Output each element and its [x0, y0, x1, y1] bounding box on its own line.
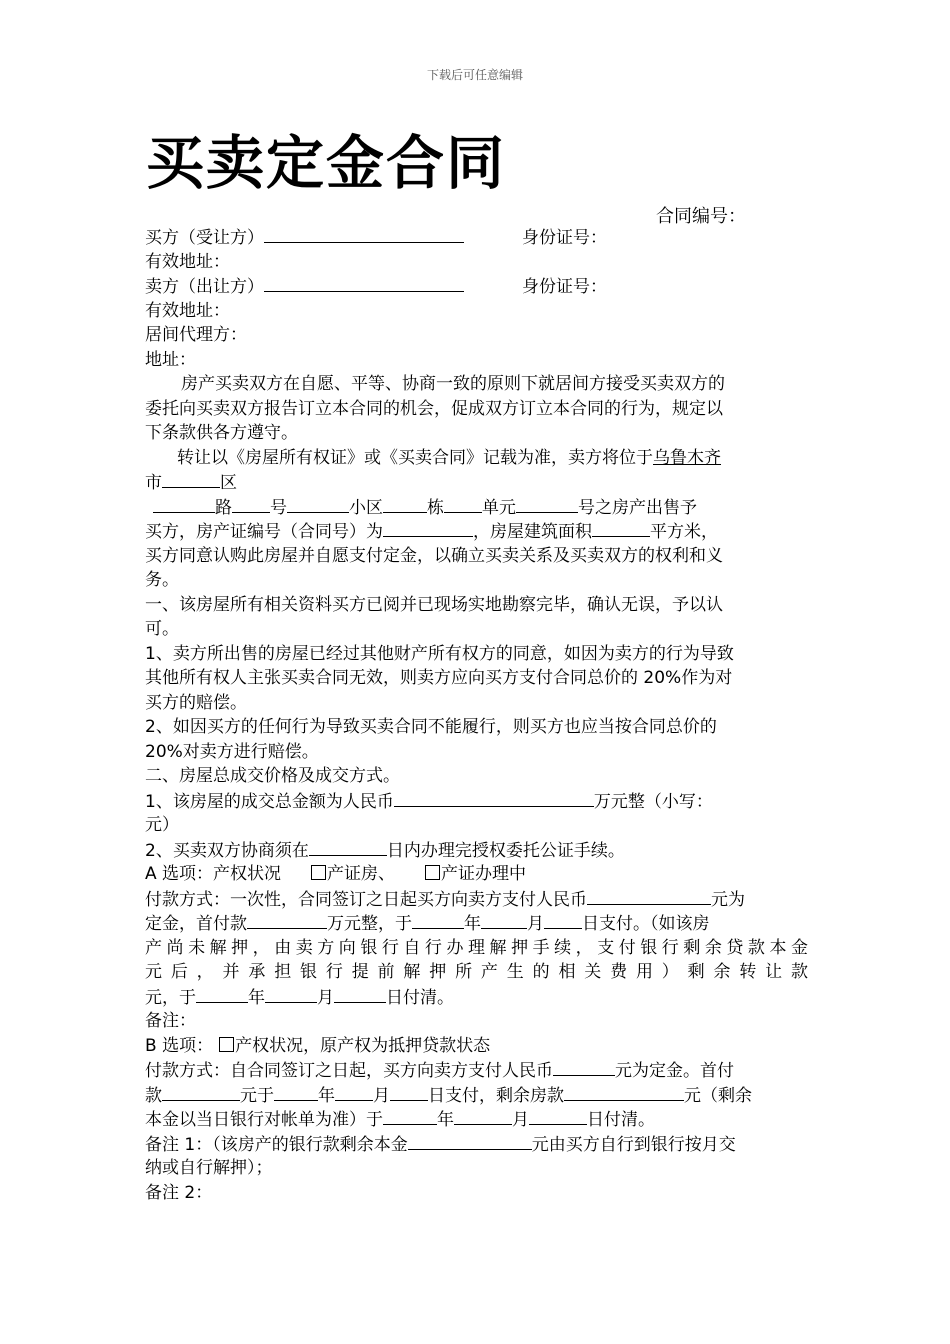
agent-address: 地址：: [145, 349, 196, 370]
option-b-label: B 选项：: [145, 1035, 214, 1056]
payment-a-l2: [145, 911, 808, 936]
header-note: 下载后可任意编辑: [426, 68, 523, 82]
total-price-label: 1、该房屋的成交总金额为人民币: [145, 791, 394, 812]
payment-b-end: 日付清。: [587, 1110, 655, 1130]
deposit-b-unit: 元为定金。首付: [615, 1061, 734, 1081]
remaining-b-label: 日支付，剩余房款: [428, 1085, 564, 1106]
payment-a-end: 日付清。: [386, 987, 454, 1008]
checkbox-cert-house[interactable]: [311, 865, 326, 880]
day-blank: [544, 911, 582, 929]
remaining-b-unit: 元（剩余: [684, 1085, 752, 1106]
community-blank: [287, 495, 349, 513]
payment-a-l5: [145, 985, 808, 1010]
area-unit: 平方米，: [650, 522, 718, 542]
unit-blank: [444, 495, 482, 513]
district-blank: [162, 470, 220, 488]
month-blank: [481, 911, 527, 929]
notary-days-blank: [309, 838, 387, 856]
option-a: [145, 862, 808, 887]
document-title: 买卖定金合同: [146, 129, 507, 197]
note-b2: 备注 2：: [145, 1182, 213, 1203]
buyer-line: [145, 225, 808, 250]
deposit-b-blank: [553, 1058, 615, 1076]
down-payment-unit: 万元整，于: [327, 914, 412, 934]
area-label: ，房屋建筑面积: [473, 522, 592, 542]
unit-label: 单元: [482, 497, 516, 518]
total-price-blank: [394, 789, 594, 807]
year-b-blank: [274, 1083, 318, 1101]
community-label: 小区: [349, 497, 383, 518]
remaining-label: 元，于: [145, 987, 196, 1008]
clause1-2-l1: 2、如因买方的任何行为导致买卖合同不能履行，则买方也应当按合同总价的: [145, 717, 717, 737]
intro-p1-l2: 委托向买卖双方报告订立本合同的机会，促成双方订立本合同的行为，规定以: [145, 398, 723, 419]
day-b-blank: [390, 1083, 428, 1101]
year2-label: 年: [248, 987, 265, 1008]
district-label: 区: [220, 473, 237, 493]
deposit-unit: 元为: [711, 889, 745, 910]
agent-label: 居间代理方：: [145, 325, 247, 345]
option-a-label: A 选项：产权状况: [145, 864, 282, 884]
contract-number-label: 合同编号：: [656, 206, 746, 227]
option-b: [145, 1034, 808, 1059]
deposit-blank: [587, 887, 711, 905]
option-b-text: 产权状况，原产权为抵押贷款状态: [235, 1035, 491, 1056]
intro-p1-l1: 房产买卖双方在自愿、平等、协商一致的原则下就居间方接受买卖双方的: [181, 374, 725, 394]
month2-blank: [265, 985, 317, 1003]
intro-p4: 买方同意认购此房屋并自愿支付定金，以确立买卖关系及买卖双方的权利和义: [145, 545, 723, 566]
notary-tail: 日内办理完授权委托公证手续。: [386, 840, 625, 861]
year-b-label: 年: [318, 1085, 335, 1106]
intro-p2-l1: [145, 446, 808, 471]
down-b-unit: 元于: [240, 1085, 274, 1106]
number-label: 号: [270, 497, 287, 518]
seller-blank: [264, 274, 464, 292]
checkbox-mortgage[interactable]: [219, 1037, 234, 1052]
note-b1-tail: 元由买方自行到银行按月交: [531, 1134, 736, 1155]
option-a-choice2: 产证办理中: [441, 864, 527, 884]
road-blank: [153, 495, 215, 513]
year2-blank: [196, 985, 248, 1003]
number-blank: [232, 495, 270, 513]
city-name: 乌鲁木齐: [653, 447, 721, 468]
clause2-1-end: 元）: [145, 815, 179, 835]
buyer-label: 买方（受让方）: [145, 228, 264, 248]
checkbox-cert-processing[interactable]: [425, 865, 440, 880]
year-label: 年: [464, 914, 481, 934]
intro-p2-l2: [145, 470, 808, 495]
month2-label: 月: [317, 987, 334, 1008]
cert-blank: [383, 519, 473, 537]
note-b1-l2: 纳或自行解押）；: [145, 1158, 273, 1178]
clause1-2-l2: 20%对卖方进行赔偿。: [145, 741, 319, 762]
contract-body: [145, 225, 808, 1205]
clause2-1: [145, 789, 808, 814]
payment-a-l3: 产尚未解押，由卖方向银行自行办理解押手续，支付银行剩余贷款本金: [145, 937, 808, 958]
month-b2-label: 月: [512, 1110, 529, 1130]
section2-heading: 二、房屋总成交价格及成交方式。: [145, 766, 400, 786]
section1-heading-l2: 可。: [145, 619, 179, 639]
intro-p2-l3: [145, 495, 808, 520]
clause1-1-l3: 买方的赔偿。: [145, 692, 247, 713]
month-b-blank: [335, 1083, 373, 1101]
day2-blank: [334, 985, 386, 1003]
payment-b-kuan: 款: [145, 1085, 162, 1106]
section1-heading: 一、该房屋所有相关资料买方已阅并已现场实地勘察完毕，确认无误，予以认: [145, 594, 723, 615]
cert-label: 买方，房产证编号（合同号）为: [145, 522, 383, 542]
remaining-b-blank: [564, 1083, 684, 1101]
payment-a-tail: 日支付。（如该房: [582, 914, 710, 934]
year-b2-label: 年: [437, 1110, 454, 1130]
road-label: 路: [215, 497, 232, 518]
clause2-2: [145, 838, 808, 863]
building-label: 栋: [427, 497, 444, 518]
buyer-id-label: 身份证号：: [522, 228, 607, 248]
seller-address: 有效地址：: [145, 300, 230, 321]
payment-b-principal: 本金以当日银行对帐单为准）于: [145, 1110, 383, 1130]
principal-blank: [408, 1132, 532, 1150]
intro-p3: [145, 519, 808, 544]
intro-p4-b: 务。: [145, 570, 179, 590]
total-price-unit: 万元整（小写：: [593, 791, 713, 812]
clause1-1-l2: 其他所有权人主张买卖合同无效，则卖方应向买方支付合同总价的 20%作为对: [145, 668, 733, 688]
area-blank: [592, 519, 650, 537]
down-payment-blank: [247, 911, 327, 929]
year-b2-blank: [383, 1107, 437, 1125]
note-a: 备注：: [145, 1011, 196, 1031]
intro-p1-l3: 下条款供各方遵守。: [145, 423, 298, 443]
seller-line: [145, 274, 808, 299]
month-label: 月: [527, 914, 544, 934]
payment-b-text: 付款方式：自合同签订之日起，买方向卖方支付人民币: [145, 1061, 553, 1081]
notary-label: 2、买卖双方协商须在: [145, 840, 309, 861]
month-b2-blank: [454, 1107, 512, 1125]
month-b-label: 月: [373, 1085, 390, 1106]
payment-a-l4: 元后，并承担银行提前解押所产生的相关费用）剩余转让款: [145, 962, 808, 982]
year-blank: [412, 911, 464, 929]
seller-id-label: 身份证号：: [522, 277, 607, 297]
note-b1: [145, 1132, 808, 1157]
day-b2-blank: [529, 1107, 587, 1125]
house-blank: [516, 495, 578, 513]
seller-label: 卖方（出让方）: [145, 277, 264, 297]
buyer-blank: [264, 225, 464, 243]
option-a-choice1: 产证房、: [327, 864, 396, 884]
down-b-blank: [162, 1083, 240, 1101]
payment-b-l2: [145, 1083, 808, 1108]
intro-p2-text: 转让以《房屋所有权证》或《买卖合同》记载为准，卖方将位于: [177, 447, 653, 468]
payment-a-text: 付款方式：一次性，合同签订之日起买方向卖方支付人民币: [145, 889, 587, 910]
buyer-address: 有效地址：: [145, 251, 230, 272]
house-tail: 号之房产出售予: [578, 497, 697, 518]
payment-a-l1: [145, 887, 808, 912]
payment-b-l3: [145, 1107, 808, 1132]
clause1-1-l1: 1、卖方所出售的房屋已经过其他财产所有权方的同意，如因为卖方的行为导致: [145, 643, 734, 664]
note-b1-text: 备注 1：（该房产的银行款剩余本金: [145, 1134, 408, 1155]
down-payment-label: 定金，首付款: [145, 914, 247, 934]
building-blank: [383, 495, 427, 513]
city-suffix: 市: [145, 473, 162, 493]
payment-b-l1: [145, 1058, 808, 1083]
